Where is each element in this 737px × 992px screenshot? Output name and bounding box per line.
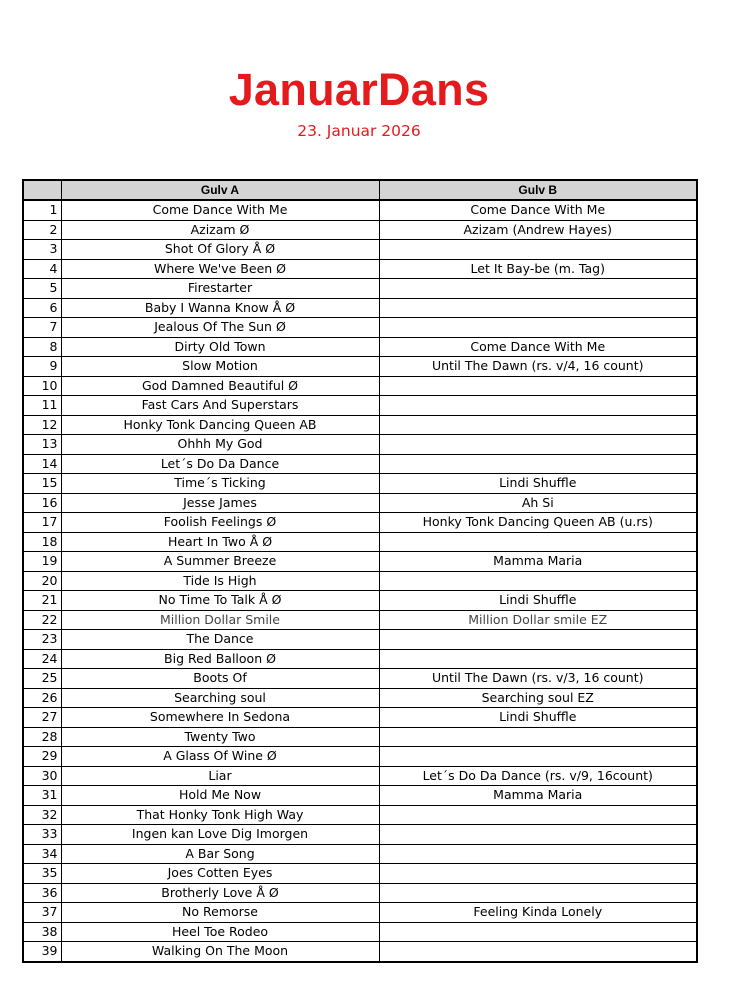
row-number-cell: 33: [23, 825, 61, 845]
gulv-a-cell: No Time To Talk Å Ø: [61, 591, 379, 611]
column-header-number: [23, 180, 61, 200]
gulv-b-cell: Lindi Shuffle: [379, 708, 697, 728]
table-row: [23, 259, 697, 279]
gulv-a-cell: Azizam Ø: [61, 220, 379, 240]
table-row: [23, 766, 697, 786]
table-row: [23, 610, 697, 630]
table-row: [23, 318, 697, 338]
gulv-a-cell: Heel Toe Rodeo: [61, 922, 379, 942]
row-number-cell: 8: [23, 337, 61, 357]
page-title: JanuarDans: [228, 64, 490, 115]
row-number-cell: 37: [23, 903, 61, 923]
row-number-cell: 27: [23, 708, 61, 728]
gulv-a-cell: Dirty Old Town: [61, 337, 379, 357]
row-number-cell: 13: [23, 435, 61, 455]
gulv-a-cell: Ingen kan Love Dig Imorgen: [61, 825, 379, 845]
table-row: [23, 591, 697, 611]
gulv-a-cell: Honky Tonk Dancing Queen AB: [61, 415, 379, 435]
gulv-a-cell: Let´s Do Da Dance: [61, 454, 379, 474]
row-number-cell: 14: [23, 454, 61, 474]
table-row: [23, 337, 697, 357]
gulv-a-cell: Where We've Been Ø: [61, 259, 379, 279]
table-row: [23, 630, 697, 650]
gulv-b-cell: Lindi Shuffle: [379, 474, 697, 494]
gulv-a-cell: Hold Me Now: [61, 786, 379, 806]
row-number-cell: 30: [23, 766, 61, 786]
gulv-b-cell: Mamma Maria: [379, 786, 697, 806]
row-number-cell: 35: [23, 864, 61, 884]
row-number-cell: 24: [23, 649, 61, 669]
gulv-b-cell: Let It Bay-be (m. Tag): [379, 259, 697, 279]
table-row: [23, 786, 697, 806]
table-row: [23, 435, 697, 455]
gulv-a-cell: Ohhh My God: [61, 435, 379, 455]
gulv-a-cell: A Bar Song: [61, 844, 379, 864]
gulv-b-cell: Ah Si: [379, 493, 697, 513]
gulv-a-cell: Walking On The Moon: [61, 942, 379, 962]
gulv-a-cell: Liar: [61, 766, 379, 786]
gulv-a-cell: Somewhere In Sedona: [61, 708, 379, 728]
gulv-b-cell: [379, 298, 697, 318]
table-row: [23, 279, 697, 299]
gulv-b-cell: [379, 825, 697, 845]
gulv-b-cell: Feeling Kinda Lonely: [379, 903, 697, 923]
gulv-a-cell: Fast Cars And Superstars: [61, 396, 379, 416]
table-row: [23, 571, 697, 591]
row-number-cell: 39: [23, 942, 61, 962]
table-row: [23, 376, 697, 396]
gulv-a-cell: Shot Of Glory Å Ø: [61, 240, 379, 260]
table-row: [23, 493, 697, 513]
gulv-b-cell: Honky Tonk Dancing Queen AB (u.rs): [379, 513, 697, 533]
table-row: [23, 844, 697, 864]
gulv-a-cell: A Summer Breeze: [61, 552, 379, 572]
gulv-b-cell: Come Dance With Me: [379, 200, 697, 220]
gulv-b-cell: [379, 571, 697, 591]
gulv-a-cell: Twenty Two: [61, 727, 379, 747]
row-number-cell: 10: [23, 376, 61, 396]
gulv-b-cell: Come Dance With Me: [379, 337, 697, 357]
gulv-b-cell: [379, 649, 697, 669]
gulv-b-cell: Until The Dawn (rs. v/4, 16 count): [379, 357, 697, 377]
table-row: [23, 805, 697, 825]
row-number-cell: 3: [23, 240, 61, 260]
gulv-b-cell: [379, 376, 697, 396]
gulv-b-cell: [379, 279, 697, 299]
gulv-a-cell: Baby I Wanna Know Å Ø: [61, 298, 379, 318]
row-number-cell: 26: [23, 688, 61, 708]
gulv-a-cell: The Dance: [61, 630, 379, 650]
row-number-cell: 2: [23, 220, 61, 240]
row-number-cell: 36: [23, 883, 61, 903]
gulv-b-cell: [379, 396, 697, 416]
gulv-a-cell: Boots Of: [61, 669, 379, 689]
gulv-b-cell: [379, 942, 697, 962]
gulv-a-cell: That Honky Tonk High Way: [61, 805, 379, 825]
row-number-cell: 22: [23, 610, 61, 630]
row-number-cell: 15: [23, 474, 61, 494]
row-number-cell: 19: [23, 552, 61, 572]
column-header-gulv-a: Gulv A: [61, 180, 379, 200]
row-number-cell: 11: [23, 396, 61, 416]
table-row: [23, 747, 697, 767]
gulv-b-cell: Mamma Maria: [379, 552, 697, 572]
gulv-a-cell: Firestarter: [61, 279, 379, 299]
gulv-b-cell: Million Dollar smile EZ: [379, 610, 697, 630]
row-number-cell: 34: [23, 844, 61, 864]
gulv-b-cell: Lindi Shuffle: [379, 591, 697, 611]
gulv-b-cell: Until The Dawn (rs. v/3, 16 count): [379, 669, 697, 689]
row-number-cell: 25: [23, 669, 61, 689]
gulv-b-cell: [379, 727, 697, 747]
gulv-a-cell: Slow Motion: [61, 357, 379, 377]
gulv-a-cell: Big Red Balloon Ø: [61, 649, 379, 669]
gulv-b-cell: [379, 630, 697, 650]
table-row: [23, 298, 697, 318]
table-row: [23, 669, 697, 689]
gulv-b-cell: [379, 805, 697, 825]
row-number-cell: 38: [23, 922, 61, 942]
table-row: [23, 649, 697, 669]
gulv-b-cell: Let´s Do Da Dance (rs. v/9, 16count): [379, 766, 697, 786]
table-body: [23, 200, 697, 962]
gulv-a-cell: Million Dollar Smile: [61, 610, 379, 630]
table-row: [23, 903, 697, 923]
gulv-b-cell: Azizam (Andrew Hayes): [379, 220, 697, 240]
table-row: [23, 513, 697, 533]
gulv-b-cell: [379, 922, 697, 942]
gulv-a-cell: Jesse James: [61, 493, 379, 513]
gulv-a-cell: Foolish Feelings Ø: [61, 513, 379, 533]
gulv-a-cell: God Damned Beautiful Ø: [61, 376, 379, 396]
table-row: [23, 220, 697, 240]
row-number-cell: 7: [23, 318, 61, 338]
gulv-b-cell: [379, 864, 697, 884]
table-row: [23, 708, 697, 728]
gulv-a-cell: Time´s Ticking: [61, 474, 379, 494]
table-row: [23, 825, 697, 845]
table-row: [23, 942, 697, 962]
row-number-cell: 23: [23, 630, 61, 650]
table-row: [23, 200, 697, 220]
row-number-cell: 31: [23, 786, 61, 806]
gulv-a-cell: Joes Cotten Eyes: [61, 864, 379, 884]
table-row: [23, 454, 697, 474]
gulv-a-cell: Brotherly Love Å Ø: [61, 883, 379, 903]
row-number-cell: 12: [23, 415, 61, 435]
row-number-cell: 32: [23, 805, 61, 825]
gulv-b-cell: [379, 883, 697, 903]
table-row: [23, 474, 697, 494]
gulv-a-cell: Jealous Of The Sun Ø: [61, 318, 379, 338]
row-number-cell: 1: [23, 200, 61, 220]
table-row: [23, 727, 697, 747]
table-header-row: [23, 180, 697, 200]
gulv-a-cell: Tide Is High: [61, 571, 379, 591]
row-number-cell: 16: [23, 493, 61, 513]
table-row: [23, 883, 697, 903]
gulv-a-cell: No Remorse: [61, 903, 379, 923]
gulv-b-cell: [379, 240, 697, 260]
gulv-a-cell: Searching soul: [61, 688, 379, 708]
row-number-cell: 17: [23, 513, 61, 533]
row-number-cell: 4: [23, 259, 61, 279]
gulv-b-cell: [379, 435, 697, 455]
gulv-b-cell: [379, 532, 697, 552]
gulv-a-cell: A Glass Of Wine Ø: [61, 747, 379, 767]
table-row: [23, 922, 697, 942]
gulv-b-cell: [379, 415, 697, 435]
dance-schedule-table: [22, 179, 698, 963]
gulv-a-cell: Come Dance With Me: [61, 200, 379, 220]
column-header-gulv-b: Gulv B: [379, 180, 697, 200]
table-row: [23, 552, 697, 572]
table-row: [23, 396, 697, 416]
table-row: [23, 415, 697, 435]
gulv-b-cell: [379, 318, 697, 338]
row-number-cell: 5: [23, 279, 61, 299]
event-date: 23. Januar 2026: [297, 122, 421, 140]
table-row: [23, 688, 697, 708]
gulv-b-cell: Searching soul EZ: [379, 688, 697, 708]
gulv-b-cell: [379, 747, 697, 767]
row-number-cell: 29: [23, 747, 61, 767]
gulv-b-cell: [379, 454, 697, 474]
row-number-cell: 6: [23, 298, 61, 318]
table-row: [23, 357, 697, 377]
row-number-cell: 20: [23, 571, 61, 591]
table-row: [23, 532, 697, 552]
gulv-b-cell: [379, 844, 697, 864]
row-number-cell: 18: [23, 532, 61, 552]
table-row: [23, 240, 697, 260]
gulv-a-cell: Heart In Two Å Ø: [61, 532, 379, 552]
row-number-cell: 21: [23, 591, 61, 611]
row-number-cell: 28: [23, 727, 61, 747]
row-number-cell: 9: [23, 357, 61, 377]
table-row: [23, 864, 697, 884]
